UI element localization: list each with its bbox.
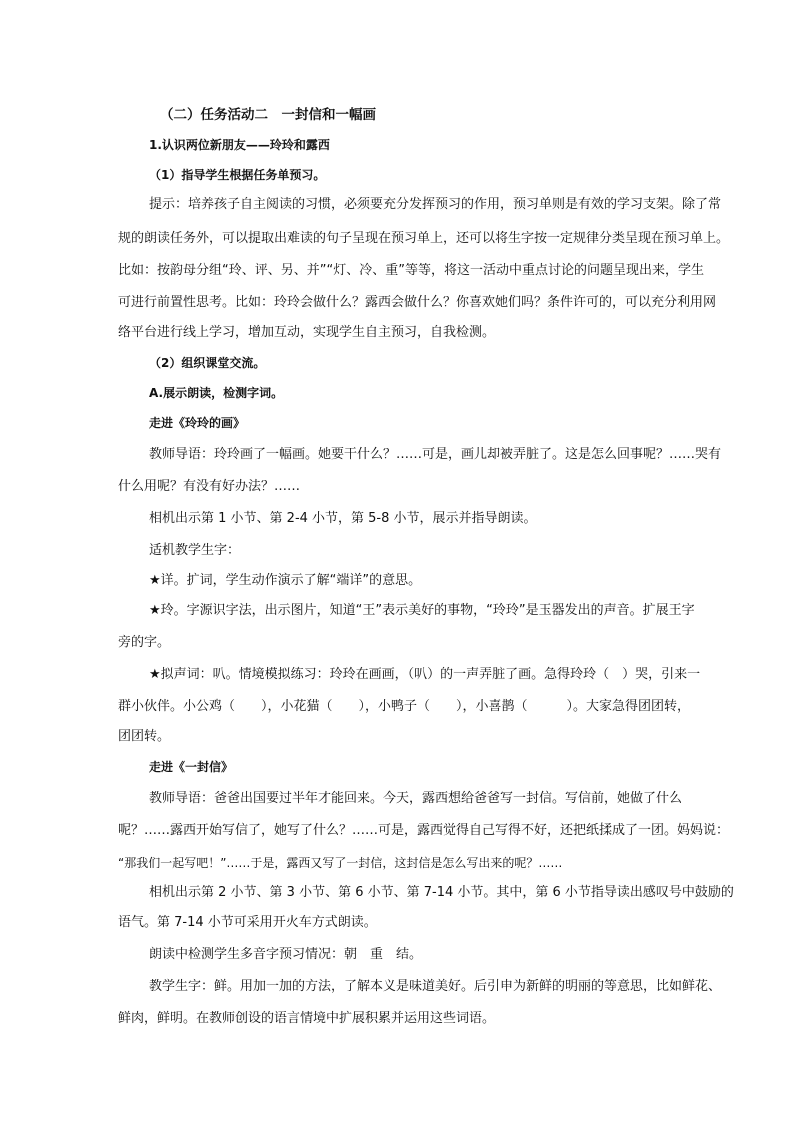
guide2-line-3: “那我们一起写吧！”……于是，露西又写了一封信，这封信是怎么写出来的呢？…… bbox=[118, 856, 563, 870]
item-a-title: A.展示朗读，检测字词。 bbox=[149, 386, 284, 400]
guide2-line-1: 教师导语：爸爸出国要过半年才能回来。今天，露西想给爸爸写一封信。写信前，她做了什么 bbox=[149, 791, 683, 806]
star3-line-3: 团团转。 bbox=[118, 729, 171, 744]
tip-line-2: 规的朗读任务外，可以提取出难读的句子呈现在预习单上，还可以将生字按一定规律分类呈现在预习单上。 bbox=[118, 231, 730, 246]
show2-line-1: 相机出示第 2 小节、第 3 小节、第 6 小节、第 7-14 小节。其中，第 6 小节指导读出感叹号中鼓励的 bbox=[149, 885, 734, 900]
walk2-title: 走进《一封信》 bbox=[149, 760, 234, 774]
star3-line-1: ★拟声词：叭。情境模拟练习：玲玲在画画，（叭）的一声弄脏了画。急得玲玲（ ）哭，引来一 bbox=[149, 667, 701, 682]
teach2-line-1: 教学生字：鲜。用加一加的方法，了解本义是味道美好。后引申为新鲜的明丽的等意思，比如鲜花、 bbox=[149, 979, 722, 994]
tip-line-3: 比如：按韵母分组“玲、评、另、并”“灯、冷、重”等等，将这一活动中重点讨论的问题呈现出来，学生 bbox=[118, 263, 704, 278]
item1-2-title: （2）组织课堂交流。 bbox=[149, 356, 266, 370]
tip-line-5: 络平台进行线上学习，增加互动，实现学生自主预习，自我检测。 bbox=[118, 325, 496, 340]
teach2-line-2: 鲜肉，鲜明。在教师创设的语言情境中扩展积累并运用这些词语。 bbox=[118, 1011, 496, 1026]
guide1-line-1: 教师导语：玲玲画了一幅画。她要干什么？……可是，画儿却被弄脏了。这是怎么回事呢？……哭有 bbox=[149, 447, 722, 462]
star1-line: ★详。扩词，学生动作演示了解“端详”的意思。 bbox=[149, 573, 422, 588]
item1-title: 1.认识两位新朋友——玲玲和露西 bbox=[149, 138, 330, 152]
guide1-line-2: 什么用呢？有没有好办法？…… bbox=[118, 479, 301, 494]
star2-line-2: 旁的字。 bbox=[118, 635, 171, 650]
guide2-line-2: 呢？……露西开始写信了，她写了什么？……可是，露西觉得自己写得不好，还把纸揉成了一团。妈妈说： bbox=[118, 823, 730, 838]
section-title: （二）任务活动二 一封信和一幅画 bbox=[160, 107, 376, 123]
teach-line: 适机教学生字： bbox=[149, 543, 241, 558]
tip-line-1: 提示：培养孩子自主阅读的习惯，必须要充分发挥预习的作用，预习单则是有效的学习支架。除了常 bbox=[149, 197, 722, 212]
polyphone-line: 朗读中检测学生多音字预习情况：朝 重 结。 bbox=[149, 947, 423, 962]
show1-line: 相机出示第 1 小节、第 2-4 小节，第 5-8 小节，展示并指导朗读。 bbox=[149, 511, 537, 526]
show2-line-2: 语气。第 7-14 小节可采用开火车方式朗读。 bbox=[118, 915, 377, 930]
star2-line-1: ★玲。字源识字法，出示图片，知道“王”表示美好的事物，“玲玲”是玉器发出的声音。扩展王字 bbox=[149, 603, 695, 618]
walk1-title: 走进《玲玲的画》 bbox=[149, 416, 246, 430]
item1-1-title: （1）指导学生根据任务单预习。 bbox=[149, 168, 326, 182]
star3-line-2: 群小伙伴。小公鸡（ ），小花猫（ ），小鸭子（ ），小喜鹊（ ）。大家急得团团转， bbox=[118, 699, 691, 714]
tip-line-4: 可进行前置性思考。比如：玲玲会做什么？露西会做什么？你喜欢她们吗？条件许可的，可以充分利用网 bbox=[118, 295, 717, 310]
